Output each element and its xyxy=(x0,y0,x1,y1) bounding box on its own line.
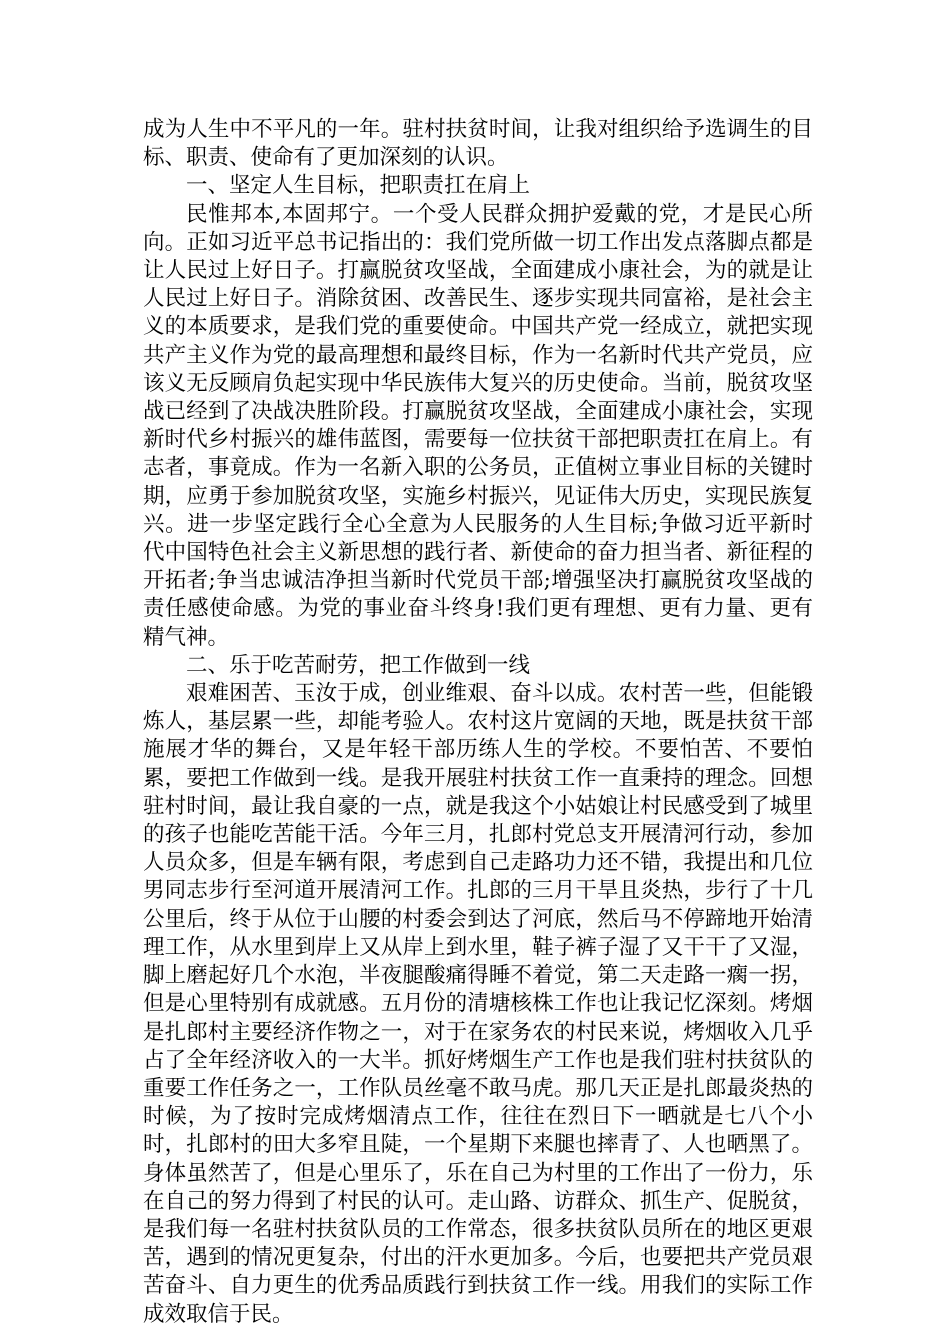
document-body xyxy=(143,116,813,1329)
paragraph-section-1: 民惟邦本,本固邦宁。一个受人民群众拥护爱戴的党，才是民心所向。正如习近平总书记指出的：我们党所做一切工作出发点落脚点都是让人民过上好日子。打赢脱贫攻坚战，全面建成小康社会，为的就是让人民过上好日子。消除贫困、改善民生、逐步实现共同富裕，是社会主义的本质要求，是我们党的重要使命。中国共产党一经成立，就把实现共产主义作为党的最高理想和最终目标，作为一名新时代共产党员，应该义无反顾肩负起实现中华民族伟大复兴的历史使命。当前，脱贫攻坚战已经到了决战决胜阶段。打赢脱贫攻坚战，全面建成小康社会，实现新时代乡村振兴的雄伟蓝图，需要每一位扶贫干部把职责扛在肩上。有志者，事竟成。作为一名新入职的公务员，正值树立事业目标的关键时期，应勇于参加脱贫攻坚，实施乡村振兴，见证伟大历史，实现民族复兴。进一步坚定践行全心全意为人民服务的人生目标;争做习近平新时代中国特色社会主义新思想的践行者、新使命的奋力担当者、新征程的开拓者;争当忠诚洁净担当新时代党员干部;增强坚决打赢脱贫攻坚战的责任感使命感。为党的事业奋斗终身!我们更有理想、更有力量、更有精气神。 xyxy=(143,201,813,650)
section-heading-1: 一、坚定人生目标，把职责扛在肩上 xyxy=(186,173,531,199)
paragraph-continuation: 成为人生中不平凡的一年。驻村扶贫时间，让我对组织给予选调生的目标、职责、使命有了更加深刻的认识。 xyxy=(143,117,813,171)
section-heading-2: 二、乐于吃苦耐劳，把工作做到一线 xyxy=(186,652,531,678)
paragraph-section-2: 艰难困苦、玉汝于成，创业维艰、奋斗以成。农村苦一些，但能锻炼人，基层累一些，却能考验人。农村这片宽阔的天地，既是扶贫干部施展才华的舞台，又是年轻干部历练人生的学校。不要怕苦、不要怕累，要把工作做到一线。是我开展驻村扶贫工作一直秉持的理念。回想驻村时间，最让我自豪的一点，就是我这个小姑娘让村民感受到了城里的孩子也能吃苦能干活。今年三月，扎郎村党总支开展清河行动，参加人员众多，但是车辆有限，考虑到自己走路功力还不错，我提出和几位男同志步行至河道开展清河工作。扎郎的三月干旱且炎热，步行了十几公里后，终于从位于山腰的村委会到达了河底，然后马不停蹄地开始清理工作，从水里到岸上又从岸上到水里，鞋子裤子湿了又干干了又湿，脚上磨起好几个水泡，半夜腿酸痛得睡不着觉，第二天走路一瘸一拐，但是心里特别有成就感。五月份的清塘核株工作也让我记忆深刻。烤烟是扎郎村主要经济作物之一，对于在家务农的村民来说，烤烟收入几乎占了全年经济收入的一大半。抓好烤烟生产工作也是我们驻村扶贫队的重要工作任务之一，工作队员丝毫不敢马虎。那几天正是扎郎最炎热的时候，为了按时完成烤烟清点工作，往往在烈日下一晒就是七八个小时，扎郎村的田大多窄且陡，一个星期下来腿也摔青了、人也晒黑了。身体虽然苦了，但是心里乐了，乐在自己为村里的工作出了一份力，乐在自己的努力得到了村民的认可。走山路、访群众、抓生产、促脱贫，是我们每一名驻村扶贫队员的工作常态，很多扶贫队员所在的地区更艰苦，遇到的情况更复杂，付出的汗水更加多。今后，也要把共产党员艰苦奋斗、自力更生的优秀品质践行到扶贫工作一线。用我们的实际工作成效取信于民。 xyxy=(143,681,813,1327)
